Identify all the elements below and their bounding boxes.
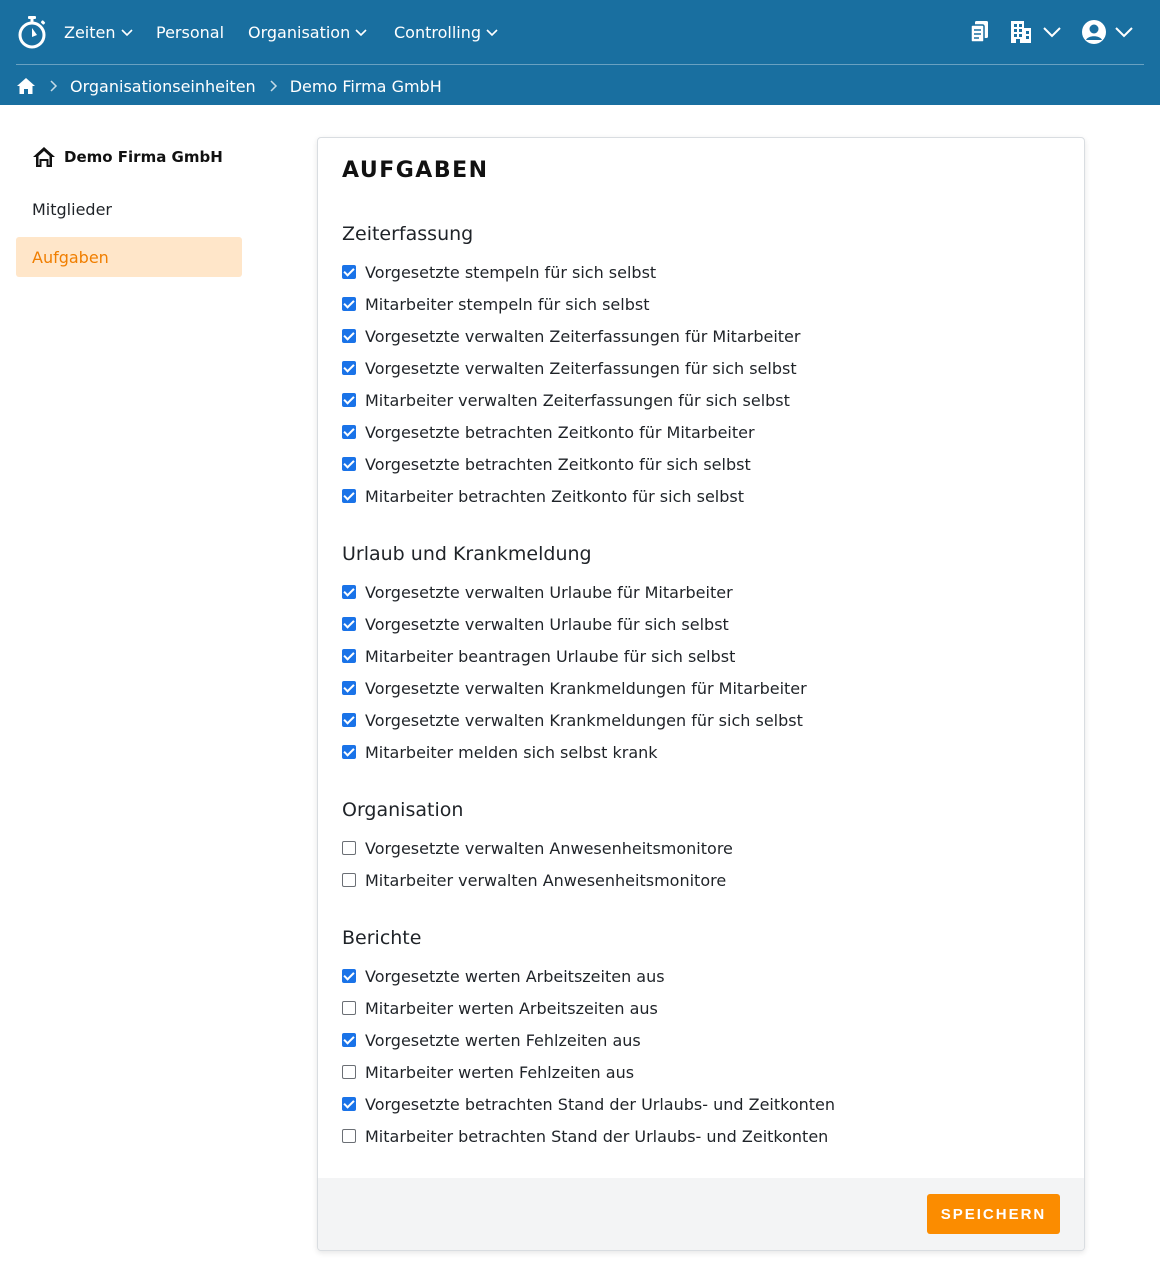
section-heading: Zeiterfassung bbox=[342, 223, 474, 245]
card-title: AUFGABEN bbox=[342, 158, 489, 183]
checkbox-checked[interactable] bbox=[342, 745, 356, 759]
permission-checkbox-row[interactable] bbox=[342, 992, 835, 1024]
documents-icon[interactable] bbox=[968, 16, 992, 48]
checkbox-unchecked[interactable] bbox=[342, 1001, 356, 1015]
permission-checkbox-row[interactable] bbox=[342, 1120, 835, 1152]
tasks-card bbox=[317, 137, 1085, 1251]
permission-checkbox-row[interactable] bbox=[342, 448, 800, 480]
permission-checkbox-row[interactable] bbox=[342, 672, 807, 704]
checkbox-checked[interactable] bbox=[342, 329, 356, 343]
checkbox-label: Vorgesetzte werten Arbeitszeiten aus bbox=[365, 966, 665, 986]
checkbox-checked[interactable] bbox=[342, 649, 356, 663]
checkbox-checked[interactable] bbox=[342, 297, 356, 311]
permission-checkbox-row[interactable] bbox=[342, 320, 800, 352]
checkbox-label: Vorgesetzte betrachten Stand der Urlaubs- und Zeitkonten bbox=[365, 1094, 836, 1114]
sidebar-item-label: Aufgaben bbox=[32, 247, 109, 267]
checkbox-unchecked[interactable] bbox=[342, 841, 356, 855]
permission-checkbox-row[interactable] bbox=[342, 640, 807, 672]
checkbox-checked[interactable] bbox=[342, 489, 356, 503]
permission-checkbox-row[interactable] bbox=[342, 416, 800, 448]
checkbox-label: Mitarbeiter werten Fehlzeiten aus bbox=[365, 1062, 635, 1082]
chevron-right-icon bbox=[46, 79, 60, 93]
checkbox-checked[interactable] bbox=[342, 425, 356, 439]
permission-checkbox-row[interactable] bbox=[342, 960, 835, 992]
checkbox-label: Mitarbeiter stempeln für sich selbst bbox=[365, 294, 650, 314]
section-heading: Urlaub und Krankmeldung bbox=[342, 543, 592, 565]
chevron-down-icon bbox=[485, 25, 499, 39]
chevron-right-icon bbox=[266, 79, 280, 93]
top-navbar bbox=[0, 0, 1160, 64]
checkbox-label: Vorgesetzte stempeln für sich selbst bbox=[365, 262, 657, 282]
checkbox-unchecked[interactable] bbox=[342, 1129, 356, 1143]
permission-checkbox-row[interactable] bbox=[342, 608, 807, 640]
checkbox-label: Vorgesetzte verwalten Zeiterfassungen für sich selbst bbox=[365, 358, 797, 378]
checkbox-checked[interactable] bbox=[342, 617, 356, 631]
permission-checkbox-row[interactable] bbox=[342, 864, 733, 896]
breadcrumb-current[interactable]: Demo Firma GmbH bbox=[289, 76, 442, 96]
sidebar-item-aufgaben[interactable] bbox=[16, 237, 242, 277]
sidebar-item-label: Mitglieder bbox=[32, 199, 112, 219]
chevron-down-icon bbox=[354, 25, 368, 39]
checkbox-unchecked[interactable] bbox=[342, 873, 356, 887]
chevron-down-icon bbox=[1042, 24, 1062, 40]
permission-checkbox-row[interactable] bbox=[342, 384, 800, 416]
checkbox-checked[interactable] bbox=[342, 713, 356, 727]
permission-checkbox-row[interactable] bbox=[342, 1024, 835, 1056]
checkbox-label: Mitarbeiter melden sich selbst krank bbox=[365, 742, 658, 762]
checkbox-label: Mitarbeiter betrachten Zeitkonto für sich selbst bbox=[365, 486, 744, 506]
permission-checkbox-row[interactable] bbox=[342, 480, 800, 512]
nav-controlling-label: Controlling bbox=[394, 22, 482, 42]
permission-checkbox-row[interactable] bbox=[342, 736, 807, 768]
checkbox-label: Mitarbeiter werten Arbeitszeiten aus bbox=[365, 998, 658, 1018]
user-circle-icon bbox=[1080, 18, 1108, 46]
checkbox-label: Mitarbeiter betrachten Stand der Urlaubs- und Zeitkonten bbox=[365, 1126, 829, 1146]
nav-personal[interactable] bbox=[156, 20, 224, 44]
permission-checkbox-row[interactable] bbox=[342, 256, 800, 288]
checkbox-checked[interactable] bbox=[342, 457, 356, 471]
user-menu[interactable] bbox=[1080, 16, 1136, 48]
section-zeiterfassung bbox=[342, 218, 800, 512]
checkbox-label: Mitarbeiter verwalten Zeiterfassungen für sich selbst bbox=[365, 390, 790, 410]
organisation-switcher[interactable] bbox=[1008, 16, 1064, 48]
home-icon bbox=[32, 146, 56, 168]
sidebar-title bbox=[16, 133, 242, 181]
nav-organisation-label: Organisation bbox=[248, 22, 351, 42]
nav-controlling[interactable] bbox=[394, 20, 499, 44]
breadcrumb bbox=[16, 74, 442, 98]
breadcrumb-organisationseinheiten[interactable]: Organisationseinheiten bbox=[70, 76, 256, 96]
header-divider bbox=[16, 64, 1144, 65]
checkbox-checked[interactable] bbox=[342, 265, 356, 279]
section-urlaub-und-krankmeldung bbox=[342, 538, 807, 768]
checkbox-label: Vorgesetzte werten Fehlzeiten aus bbox=[365, 1030, 641, 1050]
nav-organisation[interactable] bbox=[248, 20, 368, 44]
checkbox-label: Mitarbeiter beantragen Urlaube für sich selbst bbox=[365, 646, 736, 666]
permission-checkbox-row[interactable] bbox=[342, 288, 800, 320]
checkbox-checked[interactable] bbox=[342, 681, 356, 695]
checkbox-label: Vorgesetzte verwalten Krankmeldungen für sich selbst bbox=[365, 710, 803, 730]
checkbox-label: Vorgesetzte betrachten Zeitkonto für sich selbst bbox=[365, 454, 751, 474]
section-heading: Berichte bbox=[342, 927, 422, 949]
nav-zeiten[interactable] bbox=[64, 20, 134, 44]
sidebar-item-mitglieder[interactable] bbox=[16, 189, 242, 229]
checkbox-checked[interactable] bbox=[342, 969, 356, 983]
checkbox-label: Vorgesetzte verwalten Urlaube für sich selbst bbox=[365, 614, 729, 634]
section-organisation bbox=[342, 794, 733, 896]
checkbox-unchecked[interactable] bbox=[342, 1065, 356, 1079]
permission-checkbox-row[interactable] bbox=[342, 832, 733, 864]
chevron-down-icon bbox=[1114, 24, 1134, 40]
permission-checkbox-row[interactable] bbox=[342, 1056, 835, 1088]
section-berichte bbox=[342, 922, 835, 1152]
section-heading: Organisation bbox=[342, 799, 464, 821]
checkbox-label: Vorgesetzte verwalten Zeiterfassungen für Mitarbeiter bbox=[365, 326, 801, 346]
permission-checkbox-row[interactable] bbox=[342, 1088, 835, 1120]
app-header bbox=[0, 0, 1160, 105]
checkbox-checked[interactable] bbox=[342, 1033, 356, 1047]
checkbox-checked[interactable] bbox=[342, 1097, 356, 1111]
home-icon[interactable] bbox=[16, 76, 36, 96]
building-icon bbox=[1008, 16, 1034, 48]
checkbox-label: Mitarbeiter verwalten Anwesenheitsmonitore bbox=[365, 870, 727, 890]
chevron-down-icon bbox=[120, 25, 134, 39]
stopwatch-logo-icon[interactable] bbox=[16, 15, 48, 49]
permission-checkbox-row[interactable] bbox=[342, 352, 800, 384]
sidebar bbox=[16, 133, 242, 277]
sidebar-title-label: Demo Firma GmbH bbox=[64, 148, 223, 166]
checkbox-checked[interactable] bbox=[342, 393, 356, 407]
checkbox-checked[interactable] bbox=[342, 585, 356, 599]
checkbox-label: Vorgesetzte verwalten Urlaube für Mitarbeiter bbox=[365, 582, 733, 602]
card-footer bbox=[318, 1178, 1084, 1250]
checkbox-label: Vorgesetzte betrachten Zeitkonto für Mitarbeiter bbox=[365, 422, 755, 442]
save-button[interactable]: SPEICHERN bbox=[927, 1194, 1060, 1234]
nav-zeiten-label: Zeiten bbox=[64, 22, 116, 42]
checkbox-label: Vorgesetzte verwalten Krankmeldungen für Mitarbeiter bbox=[365, 678, 807, 698]
nav-personal-label: Personal bbox=[156, 22, 225, 42]
permission-checkbox-row[interactable] bbox=[342, 576, 807, 608]
checkbox-checked[interactable] bbox=[342, 361, 356, 375]
checkbox-label: Vorgesetzte verwalten Anwesenheitsmonitore bbox=[365, 838, 733, 858]
permission-checkbox-row[interactable] bbox=[342, 704, 807, 736]
